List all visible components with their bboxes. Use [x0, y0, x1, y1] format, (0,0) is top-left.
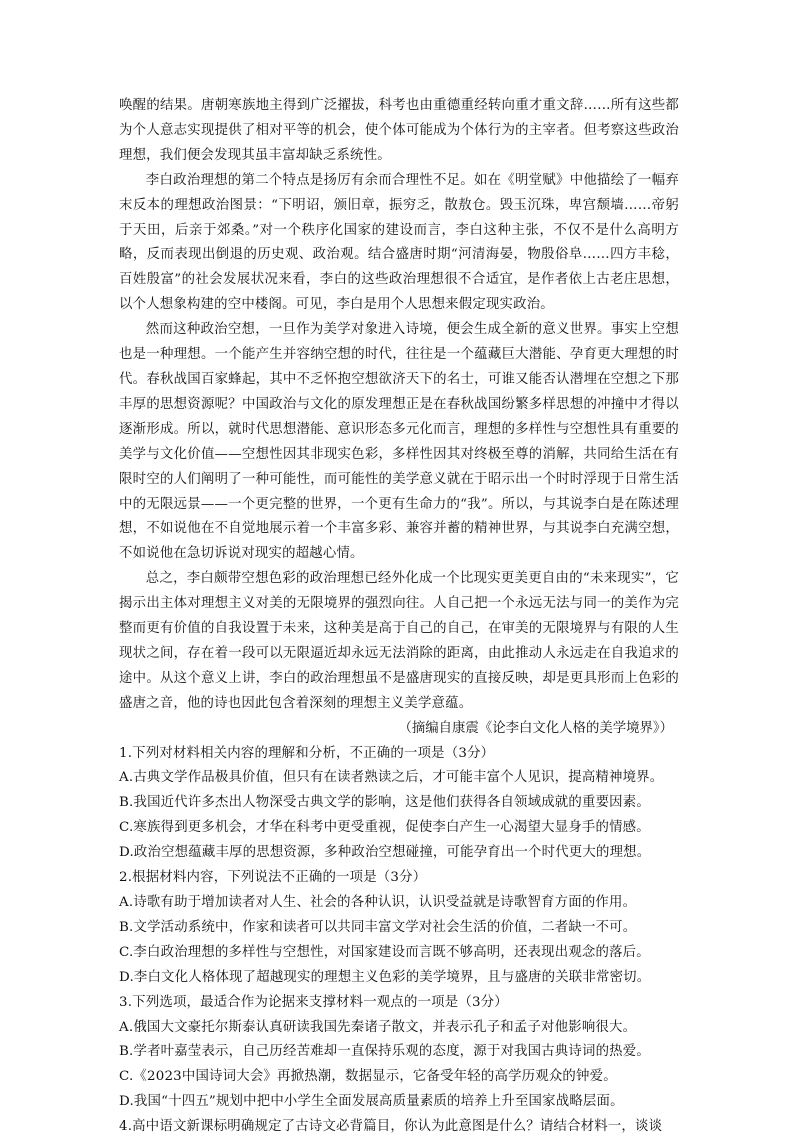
question-1 — [119, 742, 679, 867]
option-a: A.俄国大文豪托尔斯泰认真研读我国先秦诸子散文，并表示孔子和孟子对他影响很大。 — [119, 1019, 637, 1035]
option-d: D.李白文化人格体现了超越现实的理想主义色彩的美学境界，且与盛唐的关联非常密切。 — [119, 969, 651, 985]
option-c: C.寒族得到更多机会，才华在科考中更受重视，促使李白产生一心渴望大显身手的情感。 — [119, 820, 650, 836]
option-c: C.《2023中国诗词大会》再掀热潮，数据显示，它备受年轻的高学历观众的钟爱。 — [119, 1069, 617, 1085]
passage-source: （摘编自康震《论李白文化人格的美学境界》） — [398, 720, 673, 736]
passage-paragraph-1: 唤醒的结果。唐朝寒族地主得到广泛擢拔，科考也由重德重经转向重才重文辞……所有这些都为个人意志实现提供了相对平等的机会，使个体可能成为个体行为的主宰者。但考察这些政治理想，我们便会发现其虽丰富却缺乏系统性。 — [119, 98, 679, 163]
option-b: B.文学活动系统中，作家和读者可以共同丰富文学对社会生活的价值，二者缺一不可。 — [119, 919, 637, 935]
option-a: A.诗歌有助于增加读者对人生、社会的各种认识，认识受益就是诗歌智育方面的作用。 — [119, 895, 637, 910]
option-b: B.我国近代许多杰出人物深受古典文学的影响，这是他们获得各自领域成就的重要因素。 — [119, 795, 650, 811]
question-stem: 3.下列选项，最适合作为论据来支撑材料一观点的一项是（3分） — [119, 994, 508, 1010]
question-4 — [119, 1115, 679, 1140]
document-page — [119, 94, 679, 1140]
option-b: B.学者叶嘉莹表示，自己历经苦难却一直保持乐观的态度，源于对我国古典诗词的热爱。 — [119, 1044, 650, 1060]
passage-paragraph-4: 总之，李白颇带空想色彩的政治理想已经外化成一个比现实更美更自由的“未来现实”，它揭示出主体对理想主义对美的无限境界的强烈向往。人自己把一个永远无法与同一的美作为完整而更有价值的自我设置于未来，这种美是高于自己的自己，在审美的无限境界与有限的人生现状之间，存在着一段可以无限逼近却永远无法消除的距离，由此推动人永远走在自我追求的途中。从这个意义上讲，李白的政治理想虽不是盛唐现实的直接反映，却是更具形而上色彩的盛唐之音，他的诗也因此包含着深刻的理想主义美学意蕴。 — [119, 571, 679, 711]
question-stem: 2.根据材料内容，下列说法不正确的一项是（3分） — [119, 870, 427, 886]
question-stem: 4.高中语文新课标明确规定了古诗文必背篇目，你认为此意图是什么？请结合材料一，谈谈 — [119, 1119, 663, 1135]
option-d: D.我国“十四五”规划中把中小学生全面发展高质量素质的培养上升至国家战略层面。 — [119, 1094, 624, 1110]
option-a: A.古典文学作品极具价值，但只有在读者熟读之后，才可能丰富个人见识，提高精神境界。 — [119, 770, 664, 786]
question-stem: 1.下列对材料相关内容的理解和分析，不正确的一项是（3分） — [119, 745, 495, 761]
option-d: D.政治空想蕴藏丰厚的思想资源，多种政治空想碰撞，可能孕育出一个时代更大的理想。 — [119, 845, 651, 861]
passage-paragraph-3: 然而这种政治空想，一旦作为美学对象进入诗境，便会生成全新的意义世界。事实上空想也是一种理想。一个能产生并容纳空想的时代，往往是一个蕴藏巨大潜能、孕育更大理想的时代。春秋战国百家蜂起，其中不乏怀抱空想欲济天下的名士，可谁又能否认潜埋在空想之下那丰厚的思想资源呢？中国政治与文化的原发理想正是在春秋战国纷繁多样思想的冲撞中才得以逐渐形成。所以，就时代思想潜能、意识形态多元化而言，理想的多样性与空想性具有重要的美学与文化价值——空想性因其非现实色彩，多样性因其对终极至尊的消解，共同给生活在有限时空的人们阐明了一种可能性，而可能性的美学意义就在于昭示出一个时时浮现于日常生活中的无限远景——一个更完整的世界，一个更有生命力的“我”。所以，与其说李白是在陈述理想，不如说他在不自觉地展示着一个丰富多彩、兼容并蓄的精神世界，与其说李白充满空想，不如说他在急切诉说对现实的超越心情。 — [119, 322, 679, 562]
passage-paragraph-2: 李白政治理想的第二个特点是扬厉有余而合理性不足。如在《明堂赋》中他描绘了一幅弃末反本的理想政治图景：“下明诏，颁旧章，振穷乏，散敖仓。毁玉沉珠，卑宫颓墙……帝躬于天田，后亲于郊桑。”对一个秩序化国家的建设而言，李白这种主张，不仅不是什么高明方略，反而表现出倒退的历史观、政治观。结合盛唐时期“河清海晏，物殷俗阜……四方丰稔，百姓殷富”的社会发展状况来看，李白的这些政治理想很不合适宜，是作者依上古老庄思想，以个人想象构建的空中楼阁。可见，李白是用个人思想来假定现实政治。 — [119, 172, 679, 313]
option-c: C.李白政治理想的多样性与空想性，对国家建设而言既不够高明，还表现出观念的落后。 — [119, 944, 650, 960]
question-2 — [119, 866, 679, 991]
question-3 — [119, 991, 679, 1116]
